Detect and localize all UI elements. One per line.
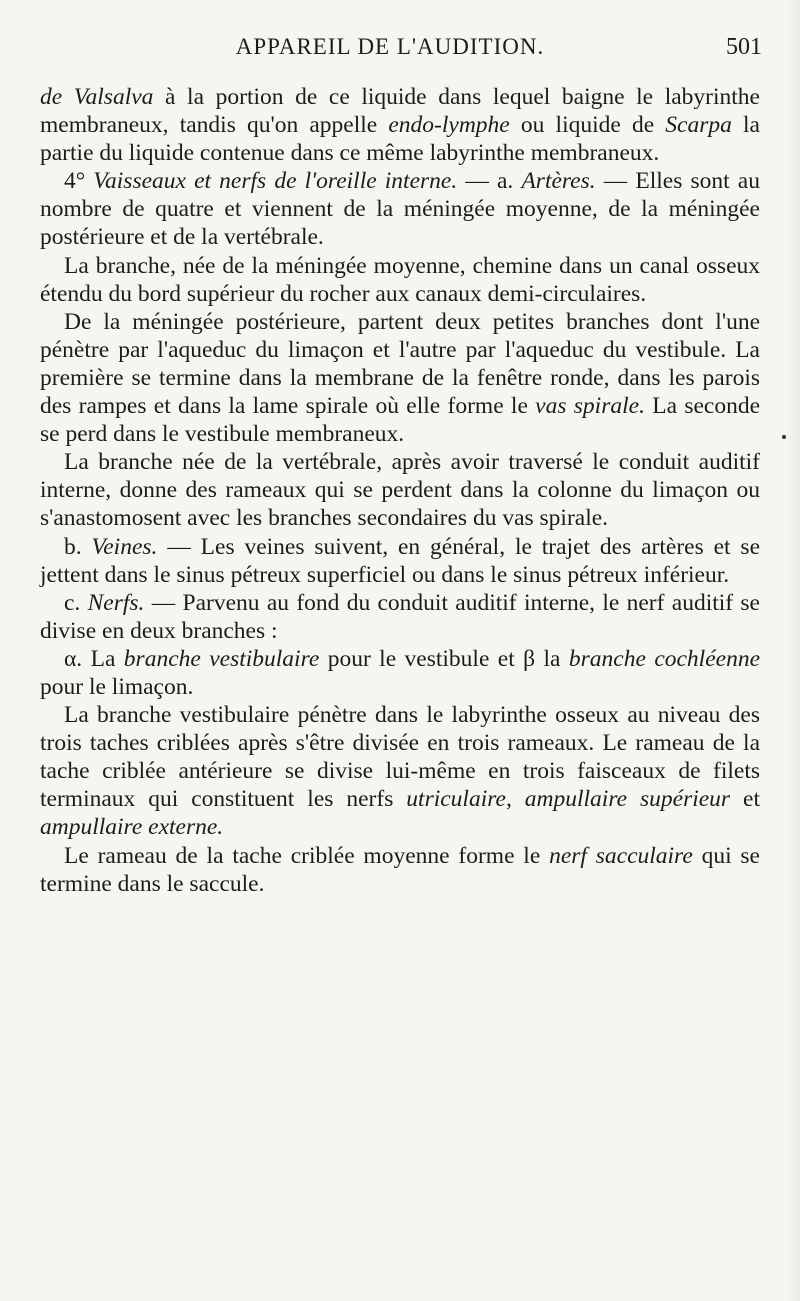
paragraph-posterior-meningeal: De la méningée postérieure, partent deux petites branches dont l'une pénètre par l'aqueduc du limaçon et l'autre par l'aqueduc du vestibule. La première se termine dans la membrane de la fenêtre ronde, dans les parois des rampes et dans la lame spirale où elle forme le vas spirale. La seconde se perd dans le vestibule membraneux. — [40, 308, 761, 448]
paragraph-veins: b. Veines. — Les veines suivent, en général, le trajet des artères et se jettent dans le sinus pétreux superficiel ou dans le sinus pétreux inférieur. — [40, 533, 761, 588]
page-number: 501 — [726, 34, 762, 60]
body-text — [40, 83, 760, 898]
paragraph-saccular-nerve: Le rameau de la tache criblée moyenne forme le nerf sacculaire qui se termine dans le saccule. — [40, 842, 760, 897]
paragraph-vestibular-branch: La branche vestibulaire pénètre dans le labyrinthe osseux au niveau des trois taches criblées après s'être divisée en trois rameaux. Le rameau de la tache criblée antérieure se divise lui-même en trois faisceaux de filets terminaux qui constituent les nerfs utriculaire, ampullaire supérieur et ampullaire externe. — [40, 702, 760, 841]
paragraph-nerves: c. Nerfs. — Parvenu au fond du conduit auditif interne, le nerf auditif se divise en deux branches : — [40, 589, 760, 644]
paragraph-endolymph: de Valsalva à la portion de ce liquide dans lequel baigne le labyrinthe membraneux, tandis qu'on appelle endo-lymphe ou liquide de Scarpa la partie du liquide contenue dans ce même labyrinthe membraneux. — [40, 84, 760, 167]
paragraph-middle-meningeal: La branche, née de la méningée moyenne, chemine dans un canal osseux étendu du bord supérieur du rocher aux canaux demi-circulaires. — [40, 252, 760, 307]
paragraph-arteries-heading: 4° Vaisseaux et nerfs de l'oreille interne. — a. Artères. — Elles sont au nombre de quatre et viennent de la méningée moyenne, de la méningée postérieure et de la vertébrale. — [40, 168, 760, 251]
running-title: APPAREIL DE L'AUDITION. — [235, 34, 545, 59]
paragraph-nerve-branches: α. La branche vestibulaire pour le vestibule et β la branche cochléenne pour le limaçon. — [40, 645, 760, 700]
page-edge-shadow — [786, 0, 800, 1301]
paragraph-vertebral: La branche née de la vertébrale, après avoir traversé le conduit auditif interne, donne des rameaux qui se perdent dans la colonne du limaçon ou s'anastomosent avec les branches secondaires du vas spirale. — [40, 449, 760, 532]
